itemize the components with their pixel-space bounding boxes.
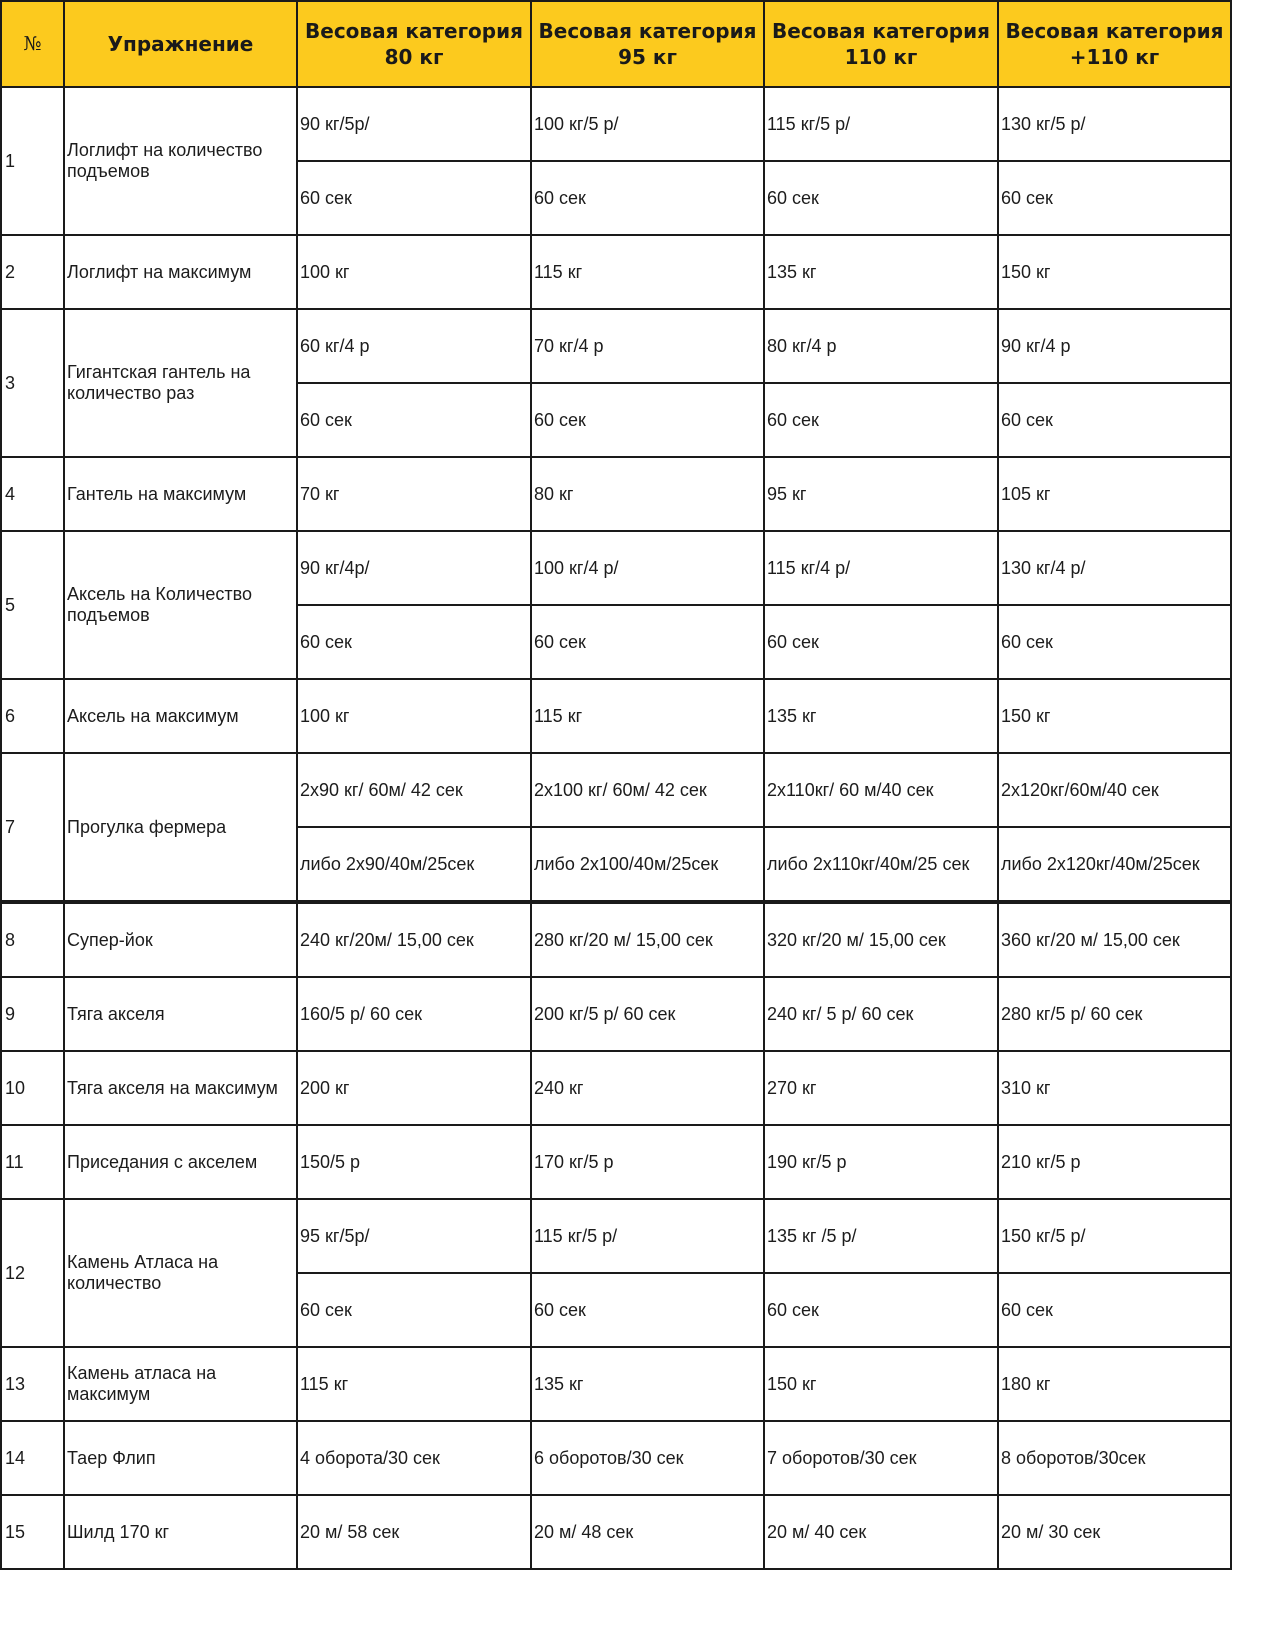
exercise-name: Тяга акселя на максимум xyxy=(64,1051,297,1125)
exercise-name: Гигантская гантель на количество раз xyxy=(64,309,297,457)
table-row xyxy=(1,679,1231,753)
standard-value-cell: 170 кг/5 р xyxy=(531,1125,764,1199)
exercise-name: Тяга акселя xyxy=(64,977,297,1051)
standard-value-cell: 130 кг/4 р/ xyxy=(998,531,1231,605)
exercise-name: Прогулка фермера xyxy=(64,753,297,902)
exercise-name: Аксель на Количество подъемов xyxy=(64,531,297,679)
standard-value-cell: 190 кг/5 р xyxy=(764,1125,998,1199)
standard-value-cell: 20 м/ 58 сек xyxy=(297,1495,531,1569)
standard-value-cell: 115 кг/5 р/ xyxy=(531,1199,764,1273)
header-category-110 xyxy=(764,1,998,87)
standard-value-cell: 100 кг/5 р/ xyxy=(531,87,764,161)
standard-value-cell: либо 2х110кг/40м/25 сек xyxy=(764,827,998,902)
exercise-name: Аксель на максимум xyxy=(64,679,297,753)
table-row xyxy=(1,753,1231,827)
standard-value-cell: 60 сек xyxy=(531,161,764,235)
standard-value-cell: 60 сек xyxy=(998,1273,1231,1347)
standard-value-cell: 100 кг xyxy=(297,679,531,753)
standard-value-cell: 60 сек xyxy=(531,605,764,679)
standard-value-cell: либо 2х90/40м/25сек xyxy=(297,827,531,902)
standard-value-cell: 95 кг/5р/ xyxy=(297,1199,531,1273)
standard-value-cell: 90 кг/4р/ xyxy=(297,531,531,605)
standard-value-cell: 240 кг/20м/ 15,00 сек xyxy=(297,902,531,977)
standard-value-cell: 280 кг/5 р/ 60 сек xyxy=(998,977,1231,1051)
table-row xyxy=(1,902,1231,977)
standard-value-cell: 60 сек xyxy=(998,161,1231,235)
standard-value-cell: 135 кг xyxy=(764,235,998,309)
standard-value-cell: 310 кг xyxy=(998,1051,1231,1125)
header-category-label: Весовая категория xyxy=(538,19,757,43)
standard-value-cell: 100 кг/4 р/ xyxy=(531,531,764,605)
header-category-80 xyxy=(297,1,531,87)
standard-value-cell: 80 кг xyxy=(531,457,764,531)
header-category-110-plus xyxy=(998,1,1231,87)
standard-value-cell: 135 кг xyxy=(764,679,998,753)
standard-value-cell: 105 кг xyxy=(998,457,1231,531)
standard-value-cell: либо 2х120кг/40м/25сек xyxy=(998,827,1231,902)
standard-value-cell: 150 кг/5 р/ xyxy=(998,1199,1231,1273)
table-row xyxy=(1,977,1231,1051)
standard-value-cell: 150 кг xyxy=(998,679,1231,753)
standard-value-cell: 20 м/ 30 сек xyxy=(998,1495,1231,1569)
table-row xyxy=(1,1495,1231,1569)
exercise-name: Логлифт на максимум xyxy=(64,235,297,309)
standard-value-cell: 150/5 р xyxy=(297,1125,531,1199)
standard-value-cell: 60 сек xyxy=(297,161,531,235)
row-number: 15 xyxy=(1,1495,64,1569)
standard-value-cell: либо 2х100/40м/25сек xyxy=(531,827,764,902)
standard-value-cell: 70 кг xyxy=(297,457,531,531)
standard-value-cell: 4 оборота/30 сек xyxy=(297,1421,531,1495)
exercise-name: Камень атласа на максимум xyxy=(64,1347,297,1421)
standard-value-cell: 60 сек xyxy=(998,605,1231,679)
standard-value-cell: 20 м/ 48 сек xyxy=(531,1495,764,1569)
row-number: 7 xyxy=(1,753,64,902)
header-category-label: Весовая категория xyxy=(1005,19,1224,43)
standard-value-cell: 60 сек xyxy=(998,383,1231,457)
standard-value-cell: 7 оборотов/30 сек xyxy=(764,1421,998,1495)
standard-value-cell: 90 кг/5р/ xyxy=(297,87,531,161)
standard-value-cell: 60 сек xyxy=(764,161,998,235)
standard-value-cell: 270 кг xyxy=(764,1051,998,1125)
row-number: 13 xyxy=(1,1347,64,1421)
header-number: № xyxy=(1,1,64,87)
table-row xyxy=(1,1199,1231,1273)
standard-value-cell: 320 кг/20 м/ 15,00 сек xyxy=(764,902,998,977)
header-category-95 xyxy=(531,1,764,87)
exercise-name: Таер Флип xyxy=(64,1421,297,1495)
table-row xyxy=(1,1051,1231,1125)
header-category-label: Весовая категория xyxy=(305,19,523,43)
row-number: 11 xyxy=(1,1125,64,1199)
standard-value-cell: 2х120кг/60м/40 сек xyxy=(998,753,1231,827)
standard-value-cell: 2х110кг/ 60 м/40 сек xyxy=(764,753,998,827)
header-category-weight: 110 кг xyxy=(844,45,918,69)
row-number: 9 xyxy=(1,977,64,1051)
row-number: 8 xyxy=(1,902,64,977)
row-number: 14 xyxy=(1,1421,64,1495)
table-row xyxy=(1,1421,1231,1495)
standard-value-cell: 70 кг/4 р xyxy=(531,309,764,383)
standard-value-cell: 2х90 кг/ 60м/ 42 сек xyxy=(297,753,531,827)
standard-value-cell: 210 кг/5 р xyxy=(998,1125,1231,1199)
standard-value-cell: 60 кг/4 р xyxy=(297,309,531,383)
table-row xyxy=(1,457,1231,531)
header-category-weight: 95 кг xyxy=(618,45,677,69)
exercise-name: Приседания с акселем xyxy=(64,1125,297,1199)
exercise-name: Логлифт на количество подъемов xyxy=(64,87,297,235)
header-category-weight: +110 кг xyxy=(1069,45,1160,69)
standard-value-cell: 360 кг/20 м/ 15,00 сек xyxy=(998,902,1231,977)
standard-value-cell: 6 оборотов/30 сек xyxy=(531,1421,764,1495)
standard-value-cell: 115 кг xyxy=(297,1347,531,1421)
table-row xyxy=(1,235,1231,309)
standard-value-cell: 100 кг xyxy=(297,235,531,309)
standard-value-cell: 60 сек xyxy=(297,383,531,457)
standard-value-cell: 115 кг xyxy=(531,679,764,753)
standard-value-cell: 80 кг/4 р xyxy=(764,309,998,383)
exercise-name: Супер-йок xyxy=(64,902,297,977)
exercise-name: Шилд 170 кг xyxy=(64,1495,297,1569)
standard-value-cell: 60 сек xyxy=(297,605,531,679)
standard-value-cell: 60 сек xyxy=(297,1273,531,1347)
row-number: 12 xyxy=(1,1199,64,1347)
row-number: 2 xyxy=(1,235,64,309)
standard-value-cell: 60 сек xyxy=(764,605,998,679)
table-row xyxy=(1,1125,1231,1199)
table-row xyxy=(1,309,1231,383)
standard-value-cell: 240 кг/ 5 р/ 60 сек xyxy=(764,977,998,1051)
standard-value-cell: 200 кг/5 р/ 60 сек xyxy=(531,977,764,1051)
standard-value-cell: 60 сек xyxy=(764,1273,998,1347)
row-number: 10 xyxy=(1,1051,64,1125)
standard-value-cell: 20 м/ 40 сек xyxy=(764,1495,998,1569)
table-row xyxy=(1,87,1231,161)
standard-value-cell: 90 кг/4 р xyxy=(998,309,1231,383)
standard-value-cell: 150 кг xyxy=(764,1347,998,1421)
row-number: 4 xyxy=(1,457,64,531)
table-row xyxy=(1,1347,1231,1421)
row-number: 6 xyxy=(1,679,64,753)
standard-value-cell: 130 кг/5 р/ xyxy=(998,87,1231,161)
exercise-name: Гантель на максимум xyxy=(64,457,297,531)
table-row xyxy=(1,531,1231,605)
standard-value-cell: 115 кг xyxy=(531,235,764,309)
standard-value-cell: 240 кг xyxy=(531,1051,764,1125)
standard-value-cell: 95 кг xyxy=(764,457,998,531)
header-category-label: Весовая категория xyxy=(772,19,990,43)
standard-value-cell: 200 кг xyxy=(297,1051,531,1125)
standard-value-cell: 8 оборотов/30сек xyxy=(998,1421,1231,1495)
header-exercise: Упражнение xyxy=(64,1,297,87)
standard-value-cell: 115 кг/4 р/ xyxy=(764,531,998,605)
standard-value-cell: 60 сек xyxy=(531,383,764,457)
standard-value-cell: 135 кг /5 р/ xyxy=(764,1199,998,1273)
standard-value-cell: 60 сек xyxy=(764,383,998,457)
table-body xyxy=(1,87,1231,1569)
standard-value-cell: 60 сек xyxy=(531,1273,764,1347)
standard-value-cell: 115 кг/5 р/ xyxy=(764,87,998,161)
row-number: 1 xyxy=(1,87,64,235)
row-number: 5 xyxy=(1,531,64,679)
header-category-weight: 80 кг xyxy=(384,45,444,69)
exercise-name: Камень Атласа на количество xyxy=(64,1199,297,1347)
standard-value-cell: 135 кг xyxy=(531,1347,764,1421)
standard-value-cell: 2х100 кг/ 60м/ 42 сек xyxy=(531,753,764,827)
standard-value-cell: 160/5 р/ 60 сек xyxy=(297,977,531,1051)
header-row xyxy=(1,1,1231,87)
standard-value-cell: 180 кг xyxy=(998,1347,1231,1421)
standard-value-cell: 150 кг xyxy=(998,235,1231,309)
row-number: 3 xyxy=(1,309,64,457)
standard-value-cell: 280 кг/20 м/ 15,00 сек xyxy=(531,902,764,977)
